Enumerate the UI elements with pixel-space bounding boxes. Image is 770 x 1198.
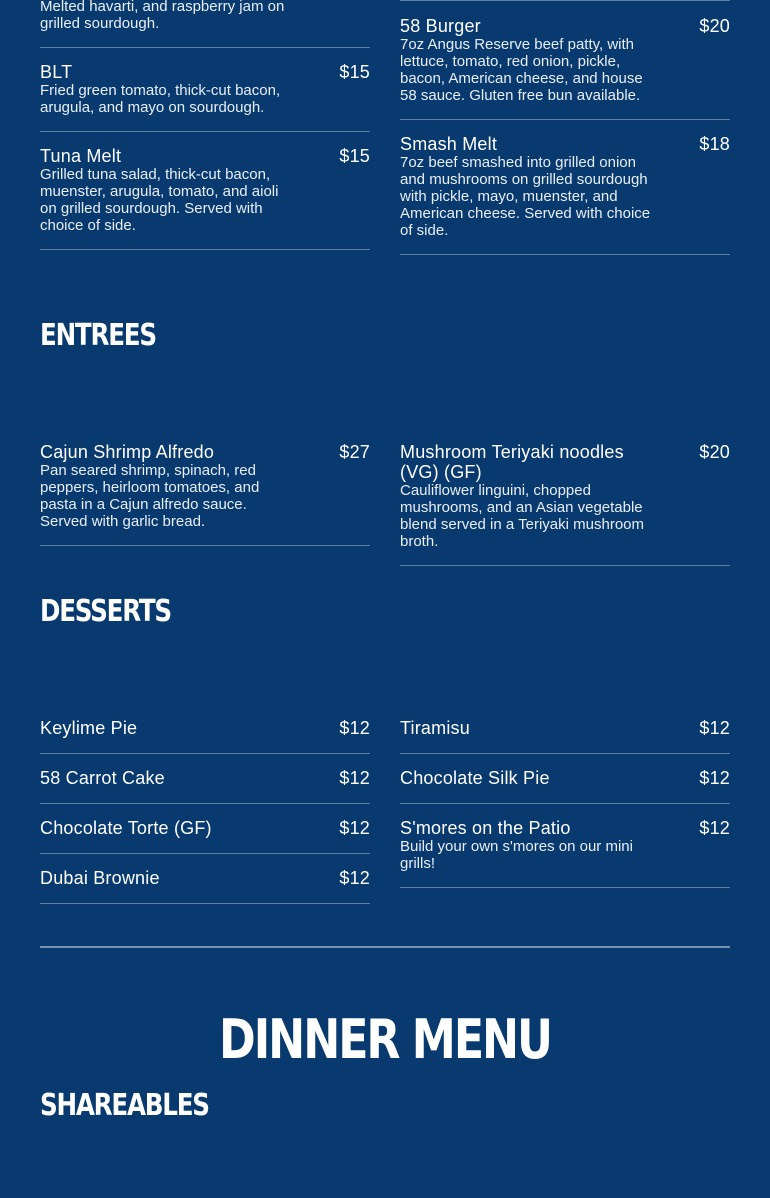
menu-item-price: $12: [699, 768, 730, 788]
section-title-shareables: SHAREABLES: [40, 1088, 209, 1123]
menu-item-name: BLT: [40, 62, 73, 82]
menu-item-price: $12: [699, 718, 730, 738]
menu-item-price: $12: [339, 768, 370, 788]
menu-item-58-burger: [400, 16, 730, 120]
menu-item-price: $15: [339, 62, 370, 82]
menu-item-price: $18: [699, 134, 730, 154]
menu-column-right-sandwiches: [400, 0, 730, 264]
menu-item-name: Smash Melt: [400, 134, 498, 154]
menu-column-left-desserts: [40, 718, 370, 918]
menu-item-price: $20: [699, 442, 730, 462]
menu-item-name: Chocolate Torte (GF): [40, 818, 212, 838]
menu-item-description: Fried green tomato, thick-cut bacon, arugula, and mayo on sourdough.: [40, 82, 281, 116]
section-title-desserts: DESSERTS: [40, 594, 171, 629]
menu-item-price: $12: [339, 818, 370, 838]
menu-item-price: $15: [339, 146, 370, 166]
menu-item-description: Cauliflower linguini, chopped mushrooms, and an Asian vegetable blend served in a Teriyaki mushroom broth.: [400, 482, 645, 550]
menu-item-name: Tiramisu: [400, 718, 470, 738]
menu-item-price: $12: [339, 868, 370, 888]
menu-item-price: $12: [339, 718, 370, 738]
menu-item-smash-melt: [400, 134, 730, 255]
menu-item-price: $20: [699, 16, 730, 36]
section-divider: [40, 946, 730, 948]
menu-item-name: Chocolate Silk Pie: [400, 768, 550, 788]
menu-item-name: 58 Carrot Cake: [40, 768, 165, 788]
menu-column-right-entrees: [400, 442, 730, 575]
menu-item-name: Mushroom Teriyaki noodles (VG) (GF): [400, 442, 624, 482]
menu-column-left-sandwiches: [40, 0, 370, 259]
divider: [400, 0, 730, 1]
menu-item-keylime-pie: [40, 718, 370, 754]
menu-column-left-entrees: [40, 442, 370, 555]
menu-item-name: S'mores on the Patio: [400, 818, 571, 838]
menu-item-smores-on-the-patio: [400, 818, 730, 888]
menu-item-price: $27: [339, 442, 370, 462]
menu-column-right-desserts: [400, 718, 730, 902]
menu-item-description: Melted havarti, and raspberry jam on grilled sourdough.: [40, 0, 285, 32]
menu-item-name: 58 Burger: [400, 16, 481, 36]
menu-item-name: Keylime Pie: [40, 718, 138, 738]
menu-item-name: Tuna Melt: [40, 146, 122, 166]
menu-item-name: Dubai Brownie: [40, 868, 160, 888]
menu-item-description: Grilled tuna salad, thick-cut bacon, muenster, arugula, tomato, and aioli on grilled sourdough. Served with choice of side.: [40, 166, 279, 234]
menu-title: DINNER MENU: [219, 1008, 551, 1071]
menu-item-description: Pan seared shrimp, spinach, red peppers, heirloom tomatoes, and pasta in a Cajun alfredo sauce. Served with garlic bread.: [40, 462, 260, 530]
menu-item-price: $12: [699, 818, 730, 838]
menu-item-partial: [40, 0, 370, 48]
menu-item-description: 7oz Angus Reserve beef patty, with lettuce, tomato, red onion, pickle, bacon, American cheese, and house 58 sauce. Gluten free bun available.: [400, 36, 643, 104]
menu-item-name: Cajun Shrimp Alfredo: [40, 442, 215, 462]
menu-item-tiramisu: [400, 718, 730, 754]
menu-item-dubai-brownie: [40, 868, 370, 904]
menu-item-cajun-shrimp-alfredo: [40, 442, 370, 546]
menu-item-description: 7oz beef smashed into grilled onion and mushrooms on grilled sourdough with pickle, mayo, muenster, and American cheese. Served with choice of side.: [400, 154, 651, 239]
section-title-entrees: ENTREES: [40, 318, 156, 353]
menu-item-blt: [40, 62, 370, 132]
menu-item-chocolate-silk-pie: [400, 768, 730, 804]
menu-item-description: Build your own s'mores on our mini grills!: [400, 838, 633, 872]
menu-item-chocolate-torte: [40, 818, 370, 854]
menu-item-58-carrot-cake: [40, 768, 370, 804]
menu-item-mushroom-teriyaki-noodles: [400, 442, 730, 566]
menu-item-tuna-melt: [40, 146, 370, 250]
